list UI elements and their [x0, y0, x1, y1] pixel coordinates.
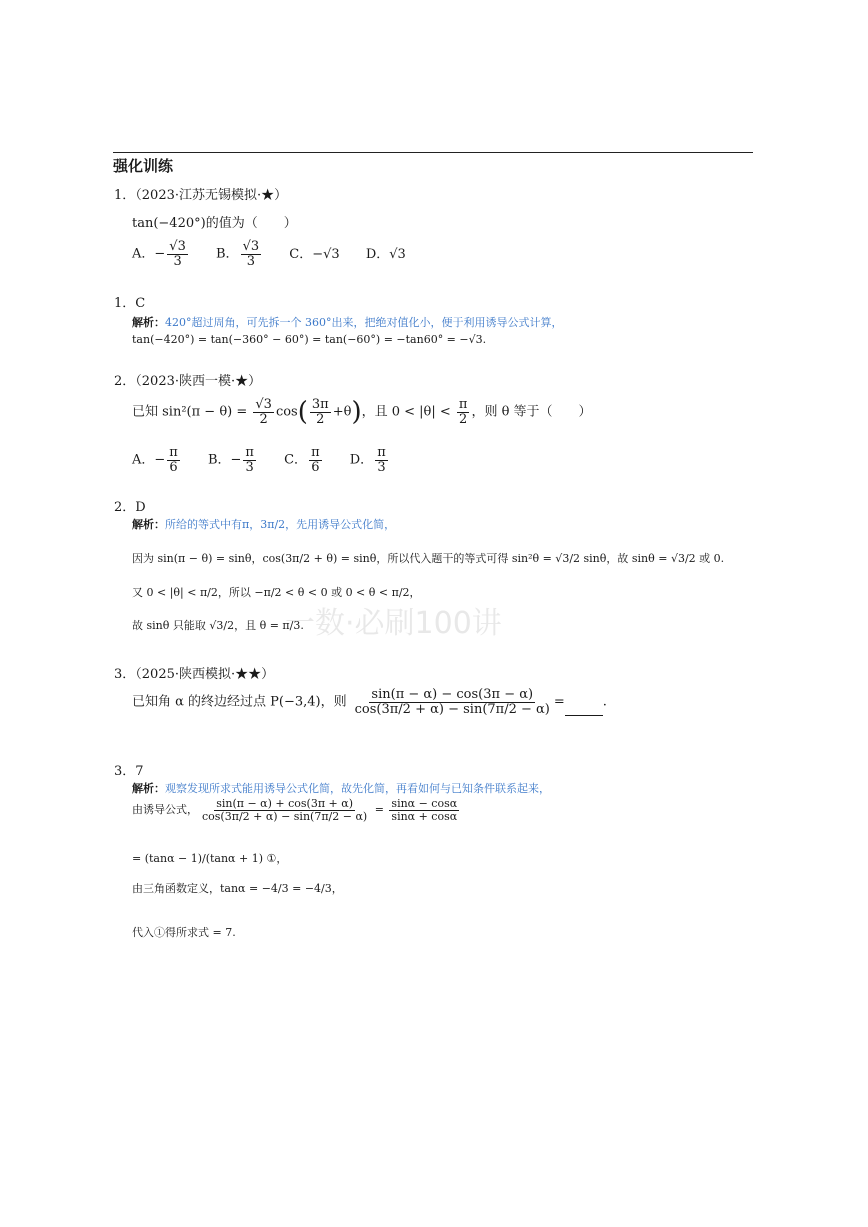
- q2-line2: 又 0 < |θ| < π/2，所以 −π/2 < θ < 0 或 0 < θ < π/2，: [132, 586, 421, 599]
- q3-numerator: sin(π − α) − cos(3π − α): [371, 687, 534, 702]
- q1-stem: tan(−420°)的值为（ ）: [132, 216, 297, 231]
- q2-analysis: 解析：所给的等式中有π，3π/2，先用诱导公式化简，: [132, 518, 396, 531]
- q1-header: 1．（2023·江苏无锡模拟·★）: [114, 188, 288, 203]
- q2-stem: 已知 sin²(π − θ) = $\frac{√3}{2}$ cos( $\frac{3\pi}{2}$ +θ)，且 0 < |θ| < $\frac{\pi}{2}$ ，则 θ 等于（ ）: [132, 397, 592, 428]
- q1-options: A．− $\frac{√3}{3}$ B． $\frac{√3}{3}$ C．−√3 D．√3: [132, 239, 406, 269]
- q3-line1: 由诱导公式， $\frac{\sin(\pi - \alpha) + \cos(3\pi + \alpha)}{\cos(3\pi/2 + \alpha) - \sin(7\pi/2 - \alpha)}$ = $\frac{\sin\alpha - \cos\alpha}{\sin\alpha + \cos\alpha}$: [132, 797, 458, 823]
- q3-analysis: 解析：观察发现所求式能用诱导公式化简，故先化简，再看如何与已知条件联系起来，: [132, 782, 550, 795]
- q2-line1: 因为 sin(π − θ) = sinθ，cos(3π/2 + θ) = sinθ，所以代入题干的等式可得 sin²θ = √3/2 sinθ，故 sinθ = √3/2 或 0.: [132, 552, 725, 565]
- q3-answer: 3．7: [114, 764, 144, 779]
- q2-opt-b: B．−: [207, 452, 242, 468]
- watermark: 一数·必刷100讲: [285, 606, 502, 641]
- q3-denominator: cos(3π/2 + α) − sin(7π/2 − α): [354, 701, 550, 717]
- q2-opt-c: C．: [284, 452, 308, 468]
- q2-options: A．− $\frac{\pi}{6}$ B．− $\frac{\pi}{3}$ C． $\frac{\pi}{6}$ D． $\frac{\pi}{3}$: [132, 445, 386, 475]
- answer-blank: [565, 703, 603, 716]
- q3-line3: 由三角函数定义，tanα = −4/3 = −4/3，: [132, 882, 343, 895]
- q1-opt-a: A．: [132, 246, 155, 262]
- q2-opt-a: A．−: [132, 452, 166, 468]
- q1-answer: 1．C: [114, 296, 146, 311]
- q2-opt-d: D．: [349, 452, 374, 468]
- q2-answer: 2．D: [114, 500, 146, 515]
- q1-opt-b: B．: [216, 246, 239, 262]
- q1-opt-c: C．−√3: [289, 246, 340, 262]
- q2-header: 2．（2023·陕西一模·★）: [114, 374, 262, 389]
- q3-line2: = (tanα − 1)/(tanα + 1) ①，: [132, 852, 288, 865]
- top-rule: [113, 152, 753, 153]
- section-title: 强化训练: [113, 157, 174, 175]
- q3-line4: 代入①得所求式 = 7.: [132, 926, 236, 939]
- q1-calc: tan(−420°) = tan(−360° − 60°) = tan(−60°) = −tan60° = −√3.: [132, 333, 487, 346]
- q3-stem: 已知角 α 的终边经过点 P(−3,4)，则 $\frac{\sin(\pi - \alpha) - \cos(3\pi - \alpha)}{\cos(3\pi/2 + \alpha) - \sin(7\pi/2 - \alpha)}$ = .: [132, 687, 607, 717]
- q2-line3: 故 sinθ 只能取 √3/2，且 θ = π/3.: [132, 619, 304, 632]
- q1-analysis: 解析：420°超过周角，可先拆一个 360°出来，把绝对值化小，便于利用诱导公式计算，: [132, 316, 563, 329]
- q1-opt-d: D．√3: [365, 246, 406, 262]
- q3-header: 3．（2025·陕西模拟·★★）: [114, 667, 275, 682]
